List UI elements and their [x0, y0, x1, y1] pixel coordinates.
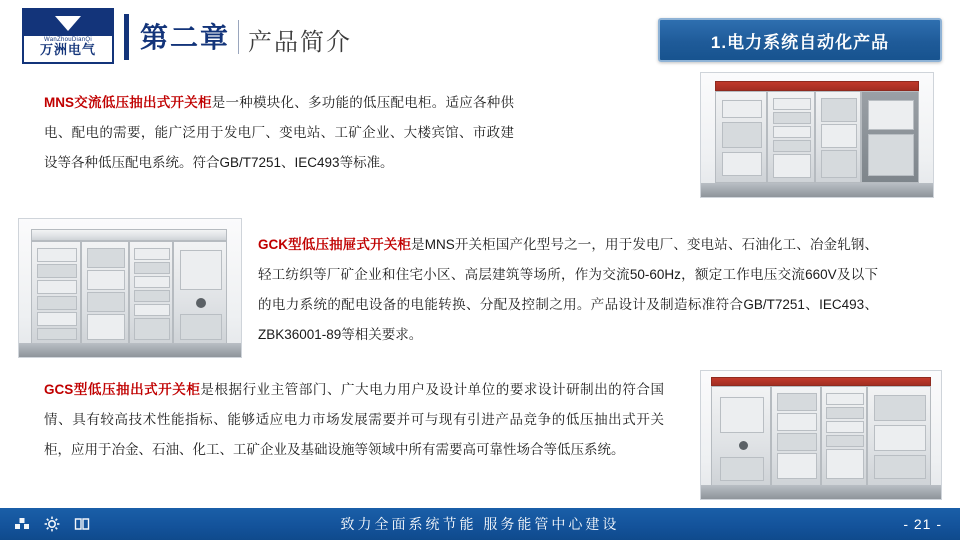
cabinet-module	[134, 304, 170, 316]
photo-floor	[701, 485, 941, 499]
cabinet-unit	[81, 241, 129, 345]
cabinet-module	[37, 296, 77, 310]
cabinet-unit	[129, 241, 173, 345]
cabinet-module	[134, 248, 170, 260]
cabinet-top-band	[715, 81, 919, 91]
cabinet-unit	[711, 386, 771, 486]
cabinet-module	[722, 122, 762, 148]
photo-floor	[19, 343, 241, 357]
gcs-switchgear-photo	[700, 370, 942, 500]
cabinet-meter-panel	[720, 397, 764, 433]
paragraph-mns	[44, 88, 514, 178]
paragraph-mns-keyword: MNS交流低压抽出式开关柜	[44, 95, 212, 110]
paragraph-gcs	[44, 375, 664, 465]
section-tab-label: 1.电力系统自动化产品	[710, 32, 890, 52]
cabinet-unit	[867, 386, 931, 486]
company-logo	[22, 8, 114, 64]
cabinet-knob-icon	[739, 441, 748, 450]
triangle-mark-icon	[55, 16, 81, 31]
cabinet-meter-panel	[180, 250, 222, 290]
paragraph-gck	[258, 230, 878, 350]
footer-slogan: 致力全面系统节能 服务能管中心建设	[340, 516, 620, 532]
cabinet-module	[868, 100, 914, 130]
cabinet-module	[826, 407, 864, 419]
title-divider	[238, 20, 239, 54]
cabinet-module	[134, 290, 170, 302]
cabinet-unit	[771, 386, 821, 486]
cabinet-unit	[173, 241, 227, 345]
paragraph-gck-keyword: GCK型低压抽屉式开关柜	[258, 237, 412, 252]
cabinet-module	[821, 98, 857, 122]
cabinet-module	[821, 124, 857, 148]
cabinet-module	[777, 453, 817, 479]
cabinet-module	[773, 112, 811, 124]
logo-brand-cn: 万洲电气	[39, 42, 96, 57]
cabinet-module	[826, 421, 864, 433]
cabinet-unit	[715, 91, 767, 183]
cabinet-module	[37, 280, 77, 294]
chapter-subtitle: 产品简介	[248, 29, 352, 56]
cabinet-module	[87, 292, 125, 312]
cabinet-module	[180, 314, 222, 340]
cabinet-module	[37, 312, 77, 326]
cabinet-module	[773, 98, 811, 110]
cabinet-module	[777, 413, 817, 431]
cabinet-module	[134, 262, 170, 274]
cabinet-top-band	[711, 377, 931, 386]
cabinet-module	[821, 150, 857, 178]
cabinet-module	[773, 140, 811, 152]
cabinet-module	[37, 264, 77, 278]
cabinet-module	[777, 433, 817, 451]
paragraph-gck-text: 是MNS开关柜国产化型号之一，用于发电厂、变电站、石油化工、冶金轧钢、轻工纺织等厂矿企业和住宅小区、高层建筑等场所，作为交流50-60Hz，额定工作电压交流660V及以下的电力系统的配电设备的电能转换、分配及控制之用。产品设计及制造标准符合GB/T7251、IEC493、ZBK36001-89等相关要求。	[258, 237, 878, 342]
page-number: - 21 -	[903, 516, 942, 532]
cabinet-module	[87, 314, 125, 340]
cabinet-module	[87, 248, 125, 268]
logo-brand-en: WanZhouDianQi	[43, 37, 93, 43]
cabinet-knob-icon	[196, 298, 206, 308]
cabinet-unit	[821, 386, 867, 486]
cabinet-module	[773, 126, 811, 138]
cabinet-module	[874, 425, 926, 451]
footer-bar	[0, 508, 960, 540]
cabinet-module	[37, 328, 77, 340]
paragraph-mns-text: 是一种模块化、多功能的低压配电柜。适应各种供电、配电的需要，能广泛用于发电厂、变电站、工矿企业、大楼宾馆、市政建设等各种低压配电系统。符合GB/T7251、IEC493等标准。	[44, 95, 514, 170]
section-tab[interactable]	[658, 18, 942, 62]
cabinet-module	[773, 154, 811, 178]
cabinet-unit	[815, 91, 861, 183]
cabinet-module	[134, 276, 170, 288]
cabinet-module	[874, 395, 926, 421]
mns-switchgear-photo	[700, 72, 934, 198]
cabinet-module	[868, 134, 914, 176]
cabinet-unit	[31, 241, 81, 345]
cabinet-module	[720, 457, 764, 481]
cabinet-module	[826, 393, 864, 405]
cabinet-module	[87, 270, 125, 290]
cabinet-unit	[767, 91, 815, 183]
paragraph-gcs-keyword: GCS型低压抽出式开关柜	[44, 382, 201, 397]
logo-mark	[24, 10, 112, 36]
gck-switchgear-photo	[18, 218, 242, 358]
paragraph-gcs-text: 是根据行业主管部门、广大电力用户及设计单位的要求设计研制出的符合国情、具有较高技术性能指标、能够适应电力市场发展需要并可与现有引进产品竞争的低压抽出式开关柜，应用于冶金、石油、化工、工矿企业及基础设施等领域中所有需要高可靠性场合等低压系统。	[44, 382, 664, 457]
cabinet-module	[826, 435, 864, 447]
chapter-title: 第二章	[140, 22, 231, 53]
cabinet-module	[37, 248, 77, 262]
cabinet-module	[722, 152, 762, 176]
cabinet-module	[826, 449, 864, 479]
cabinet-module	[874, 455, 926, 479]
cabinet-module	[134, 318, 170, 340]
photo-floor	[701, 183, 933, 197]
cabinet-top-band	[31, 229, 227, 241]
cabinet-module	[722, 100, 762, 118]
chapter-accent-bar	[124, 14, 129, 60]
cabinet-unit	[861, 91, 919, 183]
cabinet-module	[777, 393, 817, 411]
